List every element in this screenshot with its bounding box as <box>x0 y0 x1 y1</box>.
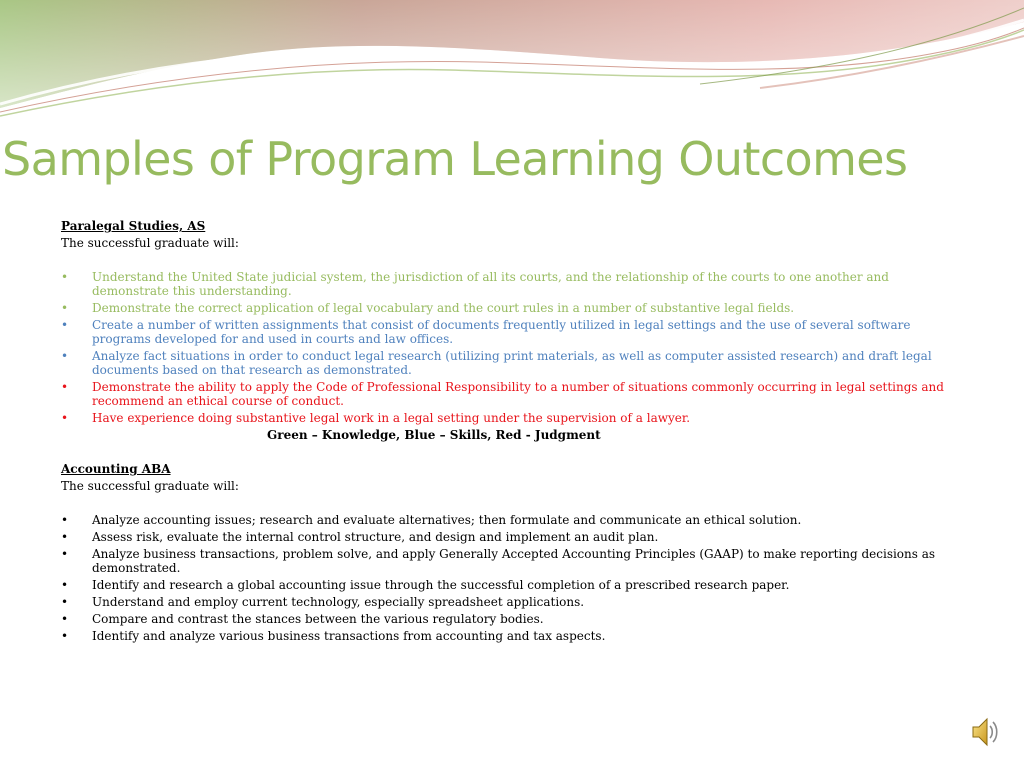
list-item <box>61 318 961 346</box>
outcome-text: Compare and contrast the stances between the various regulatory bodies. <box>92 612 544 626</box>
list-item <box>61 578 961 592</box>
outcome-text: Assess risk, evaluate the internal control structure, and design and implement an audit plan. <box>92 530 659 544</box>
bullet-icon: • <box>61 301 69 315</box>
outcome-text: Analyze accounting issues; research and evaluate alternatives; then formulate and communicate an ethical solution. <box>92 513 802 527</box>
bullet-icon: • <box>61 270 69 284</box>
section-accounting <box>61 462 961 643</box>
outcome-text: Understand and employ current technology, especially spreadsheet applications. <box>92 595 585 609</box>
section-paralegal <box>61 219 961 445</box>
bullet-icon: • <box>61 612 69 626</box>
header-wave-decoration <box>0 0 1024 130</box>
list-item <box>61 595 961 609</box>
outcome-list <box>61 270 961 425</box>
bullet-icon: • <box>61 349 69 363</box>
outcome-text: Identify and analyze various business transactions from accounting and tax aspects. <box>92 629 606 643</box>
outcome-text: Understand the United State judicial system, the jurisdiction of all its courts, and the relationship of the courts to one another and demonstrate this understanding. <box>92 270 889 298</box>
list-item <box>61 380 961 408</box>
outcome-text: Analyze business transactions, problem solve, and apply Generally Accepted Accounting Principles (GAAP) to make reporting decisions as demonstrated. <box>92 547 936 575</box>
slide-content <box>61 219 961 646</box>
list-item <box>61 349 961 377</box>
outcome-text: Identify and research a global accounting issue through the successful completion of a prescribed research paper. <box>92 578 790 592</box>
page-title: Samples of Program Learning Outcomes <box>2 132 908 186</box>
list-item <box>61 411 961 425</box>
list-item <box>61 301 961 315</box>
list-item <box>61 530 961 544</box>
section-intro: The successful graduate will: <box>61 479 239 493</box>
section-intro: The successful graduate will: <box>61 236 239 250</box>
outcome-text: Have experience doing substantive legal work in a legal setting under the supervision of a lawyer. <box>92 411 691 425</box>
list-item <box>61 629 961 643</box>
bullet-icon: • <box>61 629 69 643</box>
outcome-text: Create a number of written assignments that consist of documents frequently utilized in legal settings and the use of several software programs developed for and used in courts and law offices. <box>92 318 911 346</box>
bullet-icon: • <box>61 595 69 609</box>
list-item <box>61 547 961 575</box>
bullet-icon: • <box>61 578 69 592</box>
section-heading: Paralegal Studies, AS <box>61 219 206 233</box>
outcome-list <box>61 513 961 643</box>
bullet-icon: • <box>61 547 69 561</box>
list-item <box>61 612 961 626</box>
section-heading: Accounting ABA <box>61 462 171 476</box>
outcome-text: Demonstrate the ability to apply the Code of Professional Responsibility to a number of situations commonly occurring in legal settings and recommend an ethical course of conduct. <box>92 380 944 408</box>
bullet-icon: • <box>61 513 69 527</box>
bullet-icon: • <box>61 318 69 332</box>
outcome-text: Analyze fact situations in order to conduct legal research (utilizing print materials, as well as computer assisted research) and draft legal documents based on that research as demonstrated. <box>92 349 932 377</box>
bullet-icon: • <box>61 380 69 394</box>
list-item <box>61 513 961 527</box>
list-item <box>61 270 961 298</box>
color-legend: Green – Knowledge, Blue – Skills, Red - Judgment <box>267 428 601 442</box>
bullet-icon: • <box>61 411 69 425</box>
outcome-text: Demonstrate the correct application of legal vocabulary and the court rules in a number of substantive legal fields. <box>92 301 795 315</box>
speaker-icon[interactable] <box>970 714 1000 750</box>
bullet-icon: • <box>61 530 69 544</box>
